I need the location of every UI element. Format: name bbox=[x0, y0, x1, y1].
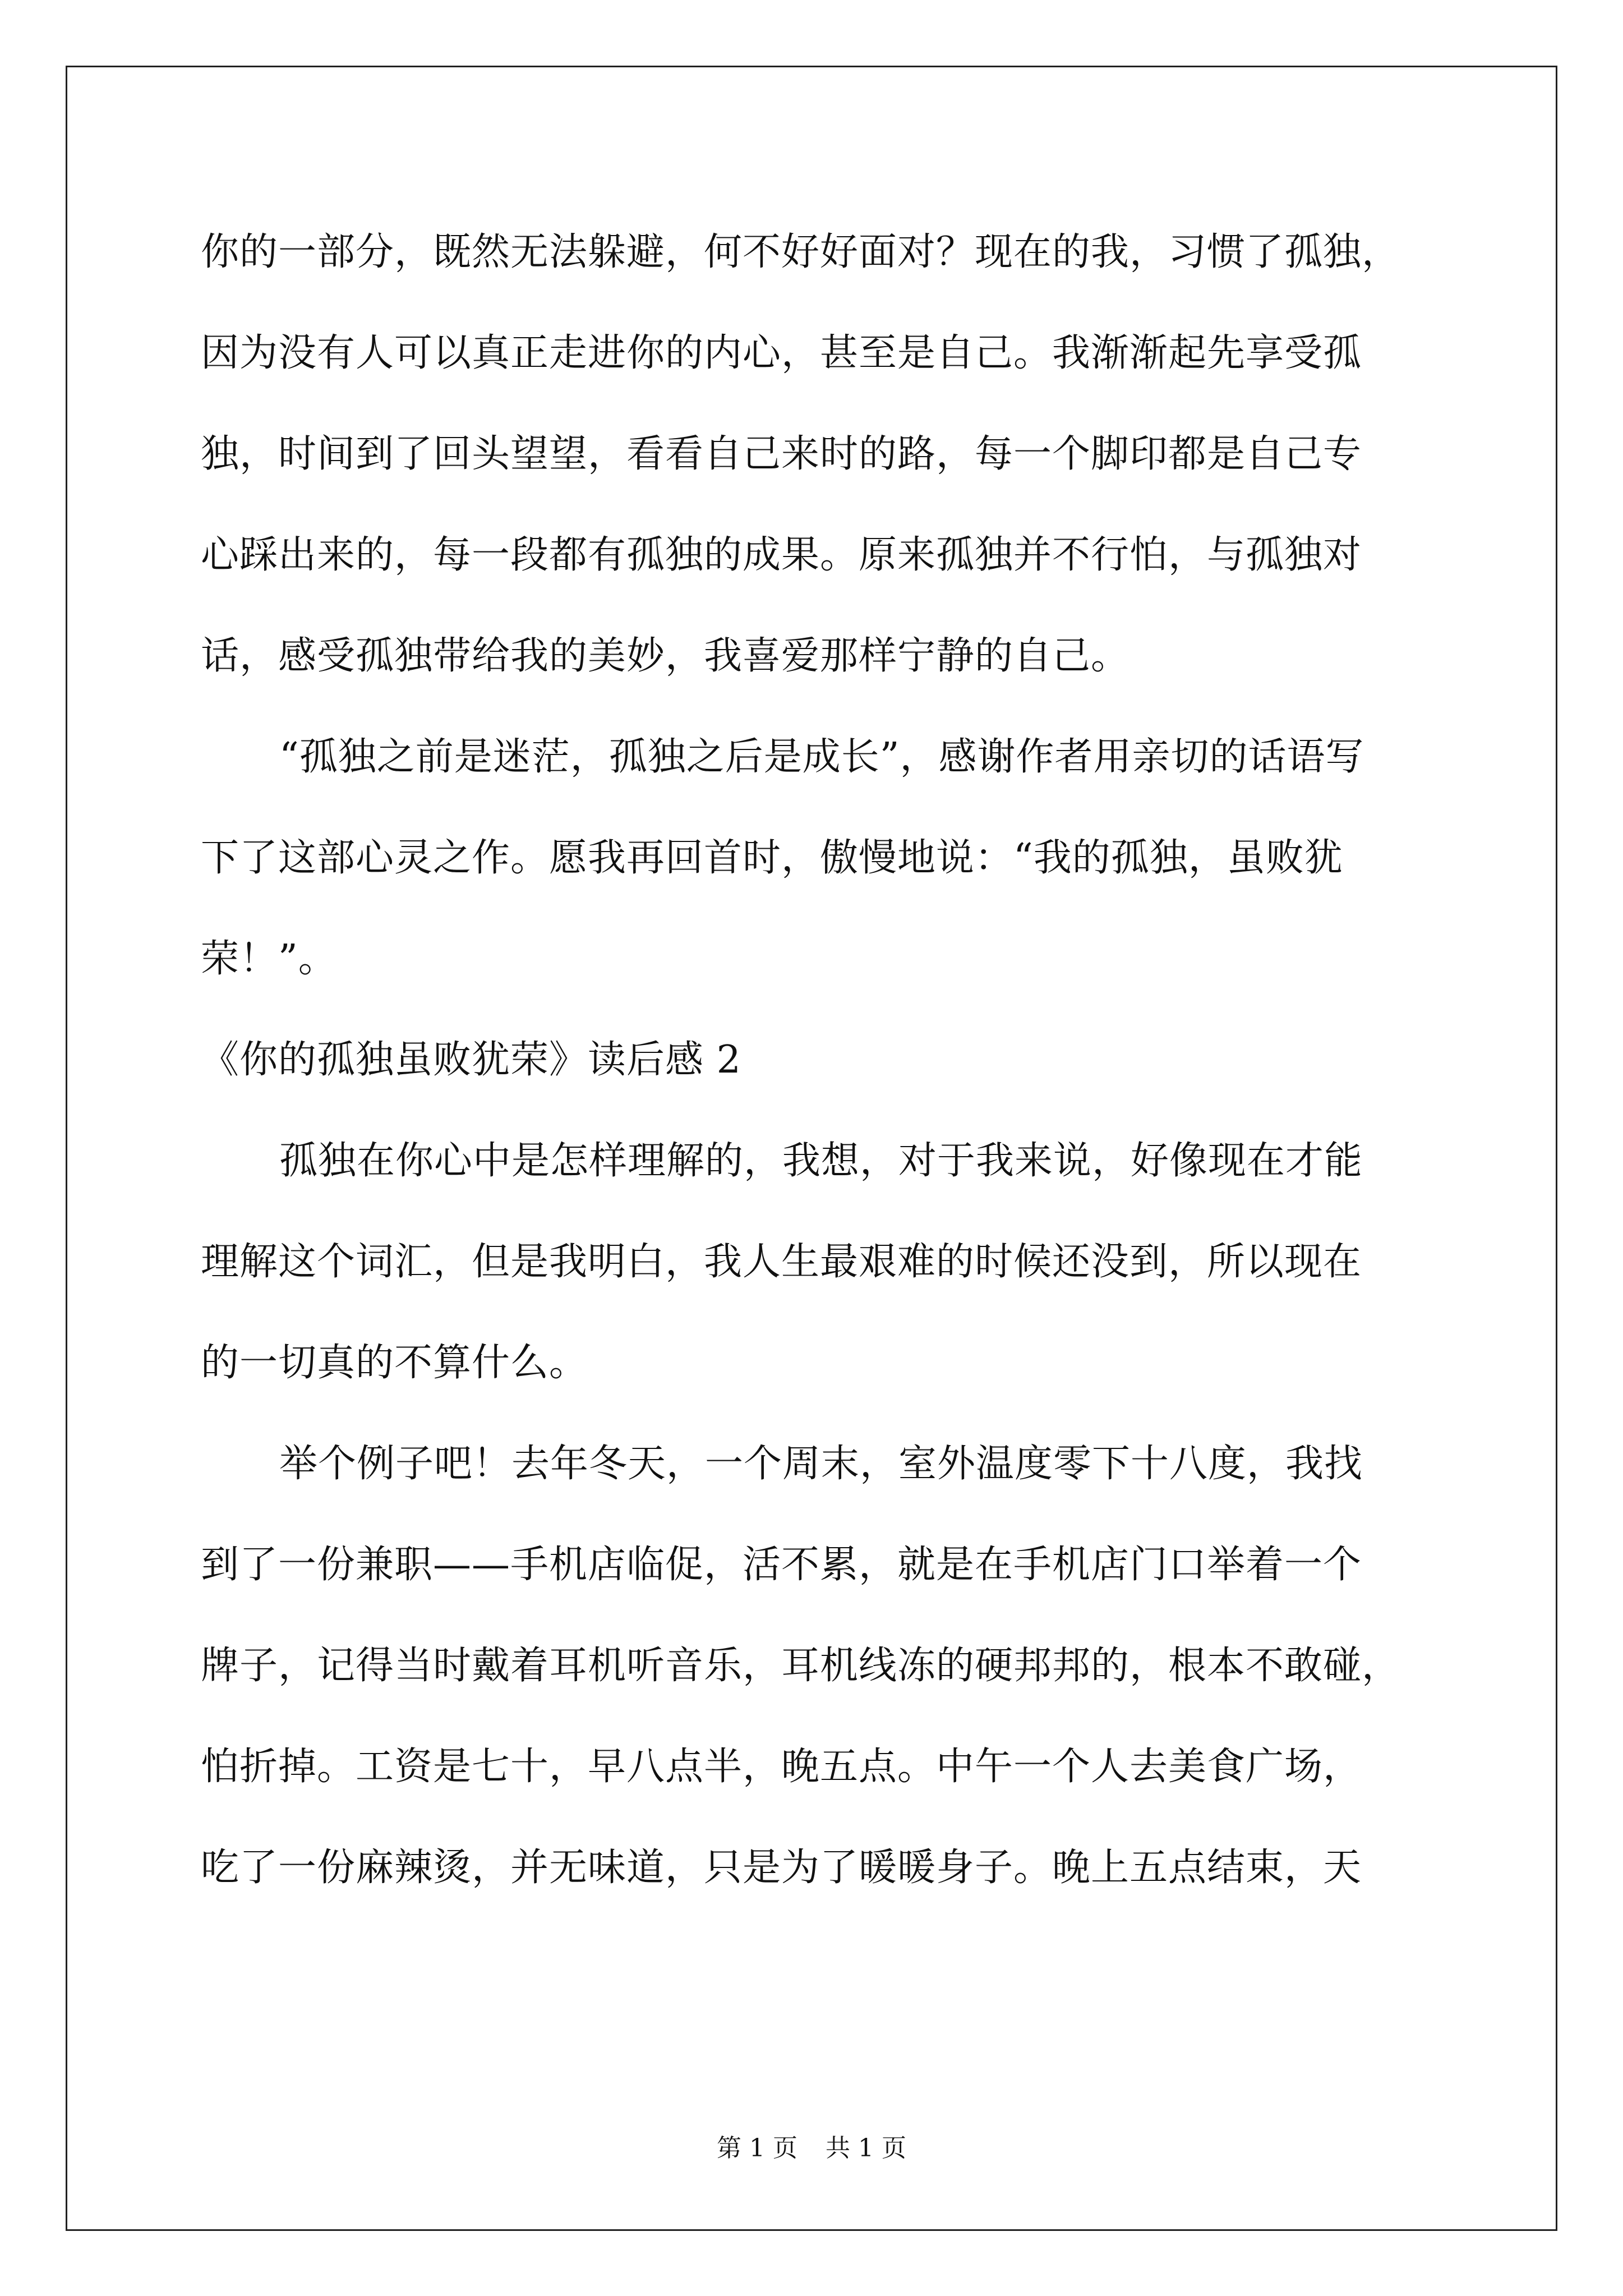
text-line: 举个例子吧！去年冬天，一个周末，室外温度零下十八度，我找 bbox=[279, 1442, 1363, 1486]
text-line: 下了这部心灵之作。愿我再回首时，傲慢地说：“我的孤独，虽败犹 bbox=[201, 836, 1343, 880]
text-line: 你的一部分，既然无法躲避，何不好好面对？现在的我，习惯了孤独， bbox=[201, 230, 1401, 274]
page-number: 第 1 页 bbox=[717, 2134, 797, 2162]
text-line: 牌子，记得当时戴着耳机听音乐，耳机线冻的硬邦邦的，根本不敢碰， bbox=[201, 1644, 1401, 1688]
text-line: 独，时间到了回头望望，看看自己来时的路，每一个脚印都是自己专 bbox=[201, 432, 1362, 476]
text-line: 因为没有人可以真正走进你的内心，甚至是自己。我渐渐起先享受孤 bbox=[201, 331, 1362, 375]
text-line: 孤独在你心中是怎样理解的，我想，对于我来说，好像现在才能 bbox=[279, 1139, 1363, 1183]
text-line: 吃了一份麻辣烫，并无味道，只是为了暖暖身子。晚上五点结束，天 bbox=[201, 1846, 1362, 1890]
text-line: 到了一份兼职——手机店临促，活不累，就是在手机店门口举着一个 bbox=[201, 1543, 1362, 1587]
text-line: “孤独之前是迷茫，孤独之后是成长”，感谢作者用亲切的话语写 bbox=[279, 735, 1364, 779]
text-line: 怕折掉。工资是七十，早八点半，晚五点。中午一个人去美食广场， bbox=[201, 1745, 1362, 1789]
text-line: 的一切真的不算什么。 bbox=[201, 1341, 588, 1385]
text-line: 话，感受孤独带给我的美妙，我喜爱那样宁静的自己。 bbox=[201, 634, 1130, 678]
section-heading: 《你的孤独虽败犹荣》读后感 2 bbox=[201, 1038, 741, 1082]
text-line: 荣！”。 bbox=[201, 937, 337, 981]
document-body bbox=[201, 202, 1435, 1918]
page-total: 共 1 页 bbox=[826, 2134, 906, 2162]
text-line: 理解这个词汇，但是我明白，我人生最艰难的时候还没到，所以现在 bbox=[201, 1240, 1362, 1284]
text-line: 心踩出来的，每一段都有孤独的成果。原来孤独并不行怕，与孤独对 bbox=[201, 533, 1362, 577]
page-footer bbox=[0, 2132, 1623, 2165]
